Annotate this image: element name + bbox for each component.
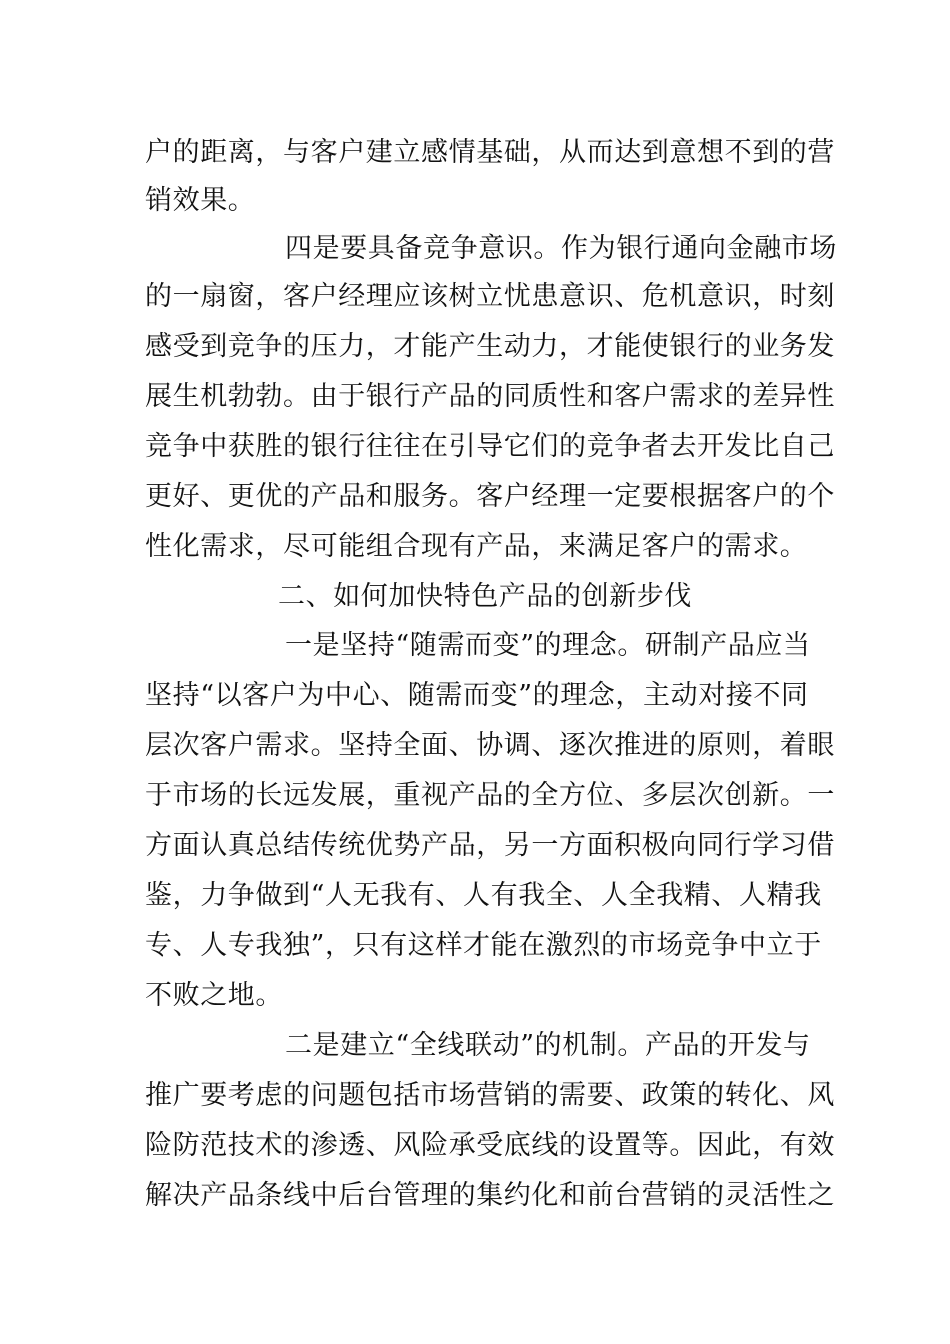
section-heading: 二、如何加快特色产品的创新步伐 <box>278 581 692 612</box>
text-line: 险防范技术的渗透、风险承受底线的设置等。因此，有效 <box>145 1130 835 1161</box>
paragraph-start-line: 二是建立“全线联动”的机制。产品的开发与 <box>285 1030 811 1061</box>
text-line: 性化需求，尽可能组合现有产品，来满足客户的需求。 <box>145 531 808 562</box>
text-line: 感受到竞争的压力，才能产生动力，才能使银行的业务发 <box>145 331 835 362</box>
text-line: 于市场的长远发展，重视产品的全方位、多层次创新。一 <box>145 780 835 811</box>
text-line: 户的距离，与客户建立感情基础，从而达到意想不到的营 <box>145 137 835 168</box>
text-line: 竞争中获胜的银行往往在引导它们的竞争者去开发比自己 <box>145 431 835 462</box>
text-line: 鉴，力争做到“人无我有、人有我全、人全我精、人精我 <box>145 880 822 911</box>
text-line: 展生机勃勃。由于银行产品的同质性和客户需求的差异性 <box>145 381 835 412</box>
text-line: 专、人专我独”，只有这样才能在激烈的市场竞争中立于 <box>145 930 822 961</box>
text-line: 方面认真总结传统优势产品，另一方面积极向同行学习借 <box>145 830 835 861</box>
paragraph-start-line: 一是坚持“随需而变”的理念。研制产品应当 <box>285 630 811 661</box>
text-line: 不败之地。 <box>145 980 283 1011</box>
text-line: 的一扇窗，客户经理应该树立忧患意识、危机意识，时刻 <box>145 281 835 312</box>
text-line: 推广要考虑的问题包括市场营销的需要、政策的转化、风 <box>145 1080 835 1111</box>
text-line: 层次客户需求。坚持全面、协调、逐次推进的原则，着眼 <box>145 730 835 761</box>
paragraph-start-line: 四是要具备竞争意识。作为银行通向金融市场 <box>285 233 837 264</box>
text-line: 坚持“以客户为中心、随需而变”的理念，主动对接不同 <box>145 680 809 711</box>
text-line: 更好、更优的产品和服务。客户经理一定要根据客户的个 <box>145 481 835 512</box>
text-line: 销效果。 <box>145 185 256 216</box>
text-line: 解决产品条线中后台管理的集约化和前台营销的灵活性之 <box>145 1180 835 1211</box>
